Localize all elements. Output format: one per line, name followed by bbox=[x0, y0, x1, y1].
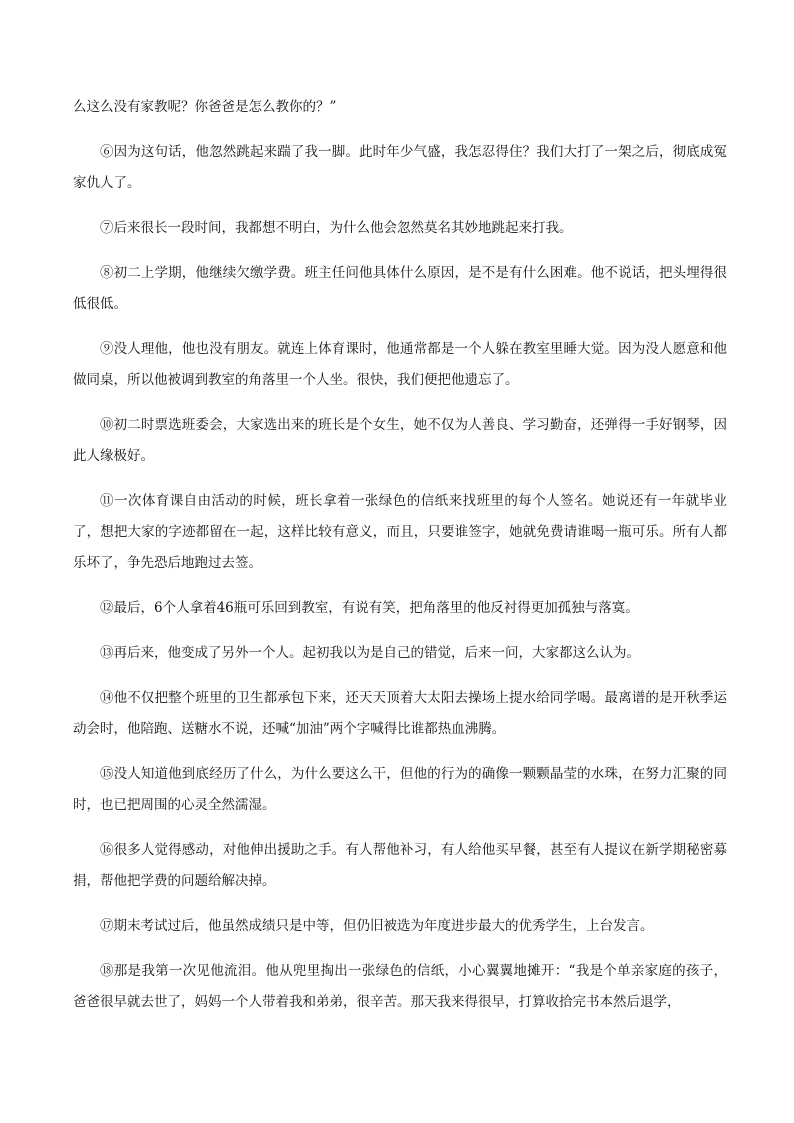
document-body bbox=[73, 92, 727, 1032]
paragraph-13: ⑬再后来，他变成了另外一个人。起初我以为是自己的错觉，后来一问，大家都这么认为。 bbox=[100, 645, 640, 661]
paragraph-17: ⑰期末考试过后，他虽然成绩只是中等，但仍旧被选为年度进步最大的优秀学生，上台发言。 bbox=[100, 918, 654, 934]
paragraph-8: ⑧初二上学期，他继续欠缴学费。班主任问他具体什么原因，是不是有什么困难。他不说话，把头埋得很低很低。 bbox=[73, 265, 727, 312]
paragraph-12: ⑫最后，6个人拿着46瓶可乐回到教室，有说有笑，把角落里的他反衬得更加孤独与落寞。 bbox=[100, 600, 639, 616]
paragraph-continuation: 么这么没有家教呢？你爸爸是怎么教你的？” bbox=[73, 99, 337, 115]
paragraph-7: ⑦后来很长一段时间，我都想不明白，为什么他会忽然莫名其妙地跳起来打我。 bbox=[100, 220, 573, 236]
paragraph-16: ⑯很多人觉得感动，对他伸出援助之手。有人帮他补习，有人给他买早餐，甚至有人提议在新学期秘密募捐，帮他把学费的问题给解决掉。 bbox=[73, 842, 727, 889]
paragraph-6: ⑥因为这句话，他忽然跳起来踹了我一脚。此时年少气盛，我怎忍得住？我们大打了一架之后，彻底成冤家仇人了。 bbox=[73, 144, 727, 191]
paragraph-9: ⑨没人理他，他也没有朋友。就连上体育课时，他通常都是一个人躲在教室里睡大觉。因为没人愿意和他做同桌，所以他被调到教室的角落里一个人坐。很快，我们便把他遗忘了。 bbox=[73, 341, 727, 388]
paragraph-14: ⑭他不仅把整个班里的卫生都承包下来，还天天顶着大太阳去操场上提水给同学喝。最离谱的是开秋季运动会时，他陪跑、送糖水不说，还喊“加油”两个字喊得比谁都热血沸腾。 bbox=[73, 690, 727, 737]
paragraph-15: ⑮没人知道他到底经历了什么，为什么要这么干，但他的行为的确像一颗颗晶莹的水珠，在努力汇聚的同时，也已把周围的心灵全然濡湿。 bbox=[73, 766, 727, 813]
paragraph-11: ⑪一次体育课自由活动的时候，班长拿着一张绿色的信纸来找班里的每个人签名。她说还有一年就毕业了，想把大家的字迹都留在一起，这样比较有意义，而且，只要谁签字，她就免费请谁喝一瓶可乐。所有人都乐坏了，争先恐后地跑过去签。 bbox=[73, 493, 727, 571]
paragraph-18: ⑱那是我第一次见他流泪。他从兜里掏出一张绿色的信纸，小心翼翼地摊开：“我是个单亲家庭的孩子，爸爸很早就去世了，妈妈一个人带着我和弟弟，很辛苦。那天我来得很早，打算收拾完书本然后退学， bbox=[73, 963, 727, 1010]
paragraph-10: ⑩初二时票选班委会，大家选出来的班长是个女生，她不仅为人善良、学习勤奋，还弹得一手好钢琴，因此人缘极好。 bbox=[73, 417, 727, 464]
